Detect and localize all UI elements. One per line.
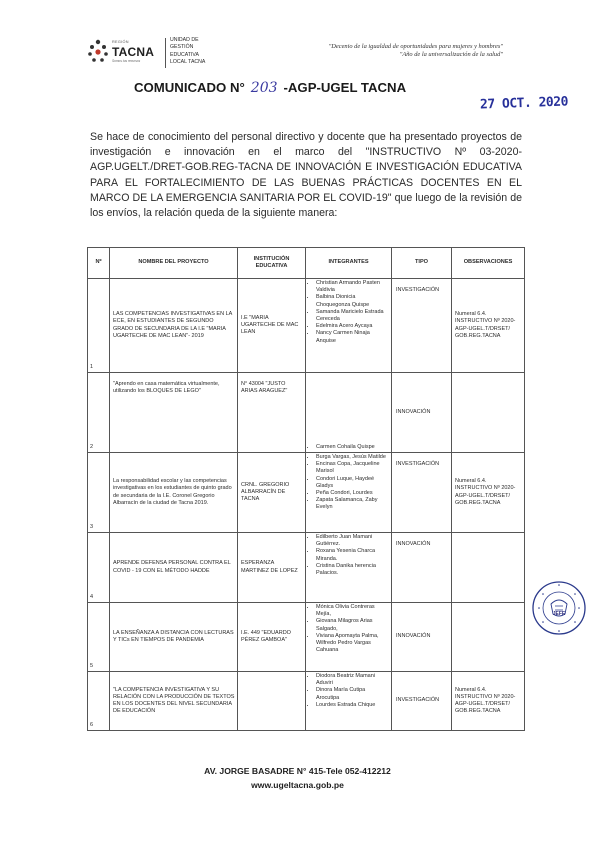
member-item: • Edelmira Acero Aycaya: [316, 323, 389, 330]
project-name: APRENDE DEFENSA PERSONAL CONTRA EL COVID - 19 CON EL MÉTODO HADDE: [110, 533, 238, 603]
member-item: • Lourdes Estrada Chique: [316, 702, 389, 709]
members: [306, 453, 392, 533]
logo-region-label: REGIÓN: [112, 40, 129, 44]
motto-line: "Año de la universalización de la salud": [399, 51, 503, 58]
logo-name: TACNA: [112, 45, 155, 59]
members: [306, 603, 392, 672]
member-item: • Dinora María Cutipa Arocutipa: [316, 687, 389, 701]
document-title: [134, 80, 406, 96]
logo-unit-line: LOCAL TACNA: [170, 59, 206, 66]
member-item: • Cristina Danika herencia Palacios.: [316, 563, 389, 577]
title-prefix: COMUNICADO N°: [134, 80, 245, 95]
project-type: INVESTIGACIÓN: [392, 453, 452, 533]
intro-paragraph: Se hace de conocimiento del personal directivo y docente que ha presentado proyectos de investigación e innovación en el marco del "INSTRUCTIVO Nº 03-2020-AGP.UGELT./DRET-GOB.REG-TACNA DE INNOVACIÓN E INVESTIGACIÓN EDUCATIVA PARA EL FORTALECIMIENTO DE LAS BUENAS PRÁCTICAS DOCENTES EN EL MARCO DE LA EMERGENCIA SANITARIA POR EL COVID-19" que luego de la revisión de los envíos, la relación queda de la siguiente manera:: [90, 131, 522, 220]
logo-divider: [165, 38, 166, 68]
column-header: NOMBRE DEL PROYECTO: [110, 248, 238, 279]
logo-unit-line: UNIDAD DE: [170, 37, 199, 43]
logo-tagline: Somos tus recursos: [112, 59, 141, 63]
member-item: • Condori Luque, Haydeé Gladys: [316, 476, 389, 490]
table-header-row: [88, 248, 525, 279]
project-type: INNOVACIÓN: [392, 603, 452, 672]
seal-label: JEFE: [552, 611, 566, 617]
member-item: • Christian Armando Pasten Valdivia: [316, 280, 389, 294]
column-header: Nº: [88, 248, 110, 279]
member-item: • Burga Vargas, Jesús Matilde: [316, 454, 389, 461]
logo-unit-name: [170, 37, 205, 67]
projects-table: [87, 247, 525, 731]
project-name: LAS COMPETENCIAS INVESTIGATIVAS EN LA ECE, EN ESTUDIANTES DE SEGUNDO GRADO DE SECUNDARIA DE LA I.E "MARIA UGARTECHE DE MAC LEAN"- 2019: [110, 279, 238, 373]
member-item: • Viviana Apomayta Palma, Wilfredo Pedro Vargas Cahuana: [316, 633, 389, 655]
row-number: 3: [88, 453, 110, 533]
institution: I.E "MARIA UGARTECHE DE MAC LEAN: [238, 279, 306, 373]
row-number: 2: [88, 373, 110, 453]
project-name: "Aprendo en casa matemática virtualmente, utilizando los BLOQUES DE LEGO": [110, 373, 238, 453]
project-type: INNOVACIÓN: [392, 533, 452, 603]
member-item: • Mónica Olivia Contreras Mejía,: [316, 604, 389, 618]
table-row: [88, 533, 525, 603]
table-row: [88, 373, 525, 453]
column-header: INTEGRANTES: [306, 248, 392, 279]
row-number: 5: [88, 603, 110, 672]
motto-line: "Decenio de la igualdad de oportunidades para mujeres y hombres": [328, 43, 503, 50]
member-item: • Carmen Cohaila Quispe: [316, 444, 389, 451]
handwritten-number: 203: [250, 80, 278, 96]
member-item: • Peña Condori, Lourdes: [316, 490, 389, 497]
column-header: INSTITUCIÓN EDUCATIVA: [238, 248, 306, 279]
member-item: • Diodora Beatriz Mamani Aduviri: [316, 673, 389, 687]
members: [306, 672, 392, 731]
footer-website[interactable]: www.ugeltacna.gob.pe: [251, 780, 344, 790]
logo-unit-line: GESTIÓN: [170, 44, 194, 51]
row-number: 1: [88, 279, 110, 373]
project-name: LA ENSEÑANZA A DISTANCIA CON LECTURAS Y TICs EN TIEMPOS DE PANDEMIA: [110, 603, 238, 672]
member-item: • Edilberto Juan Mamani Gutiérrez.: [316, 534, 389, 548]
project-type: INVESTIGACIÓN: [392, 672, 452, 731]
column-header: OBSERVACIONES: [452, 248, 525, 279]
project-type: INVESTIGACIÓN: [392, 279, 452, 373]
table-row: [88, 672, 525, 731]
member-item: • Roxana Yesenia Charca Miranda.: [316, 548, 389, 562]
table-row: [88, 453, 525, 533]
footer-address: AV. JORGE BASADRE N° 415-Tele 052-412212: [204, 766, 391, 776]
column-header: TIPO: [392, 248, 452, 279]
observations: [452, 603, 525, 672]
logo-unit-line: EDUCATIVA: [170, 51, 199, 58]
project-name: La responsabilidad escolar y las competencias investigativas en los estudiantes de quinto grado de secundaria de la I.E. Coronel Gregorio Albarracín de la ciudad de Tacna 2019.: [110, 453, 238, 533]
member-item: • Nancy Carmen Ninaja Anquise: [316, 330, 389, 344]
official-seal-icon: [531, 578, 587, 640]
observations: Numeral 6.4. INSTRUCTIVO Nº 2020-AGP-UGEL.T/DRSET/ GOB.REG.TACNA: [452, 453, 525, 533]
project-name: "LA COMPETENCIA INVESTIGATIVA Y SU RELACIÓN CON LA PRODUCCIÓN DE TEXTOS EN LOS DOCENTES DEL NIVEL SECUNDARIA DE EDUCACIÓN: [110, 672, 238, 731]
observations: [452, 373, 525, 453]
title-suffix: -AGP-UGEL TACNA: [283, 80, 407, 95]
table-row: [88, 279, 525, 373]
members: [306, 533, 392, 603]
observations: Numeral 6.4. INSTRUCTIVO Nº 2020-AGP-UGEL.T/DRSET/ GOB.REG.TACNA: [452, 672, 525, 731]
institution: ESPERANZA MARTINEZ DE LOPEZ: [238, 533, 306, 603]
members: [306, 373, 392, 453]
institution: I.E. 449 "EDUARDO PÉREZ GAMBOA": [238, 603, 306, 672]
table-row: [88, 603, 525, 672]
ugel-logo: [86, 36, 246, 70]
date-stamp: 27 OCT. 2020: [479, 94, 569, 113]
members: [306, 279, 392, 373]
header-mottos: [329, 43, 503, 59]
member-item: • Samanda Maricielo Estrada Cereceda: [316, 309, 389, 323]
row-number: 6: [88, 672, 110, 731]
institution: N° 43004 "JUSTO ARIAS ARAGUEZ": [238, 373, 306, 453]
observations: [452, 533, 525, 603]
institution: [238, 672, 306, 731]
tacna-logo-icon: [86, 38, 110, 66]
row-number: 4: [88, 533, 110, 603]
member-item: • Zapata Salamanca, Zaby Evelyn: [316, 497, 389, 511]
institution: CRNL. GREGORIO ALBARRACÍN DE TACNA: [238, 453, 306, 533]
member-item: • Giovana Milagros Arias Salgado,: [316, 618, 389, 632]
project-type: INNOVACIÓN: [392, 373, 452, 453]
observations: Numeral 6.4. INSTRUCTIVO Nº 2020-AGP-UGEL.T/DRSET/ GOB.REG.TACNA: [452, 279, 525, 373]
member-item: • Balbina Dionicia Choquegonza Quispe: [316, 294, 389, 308]
member-item: • Encinas Copa, Jacqueline Marisol: [316, 461, 389, 475]
